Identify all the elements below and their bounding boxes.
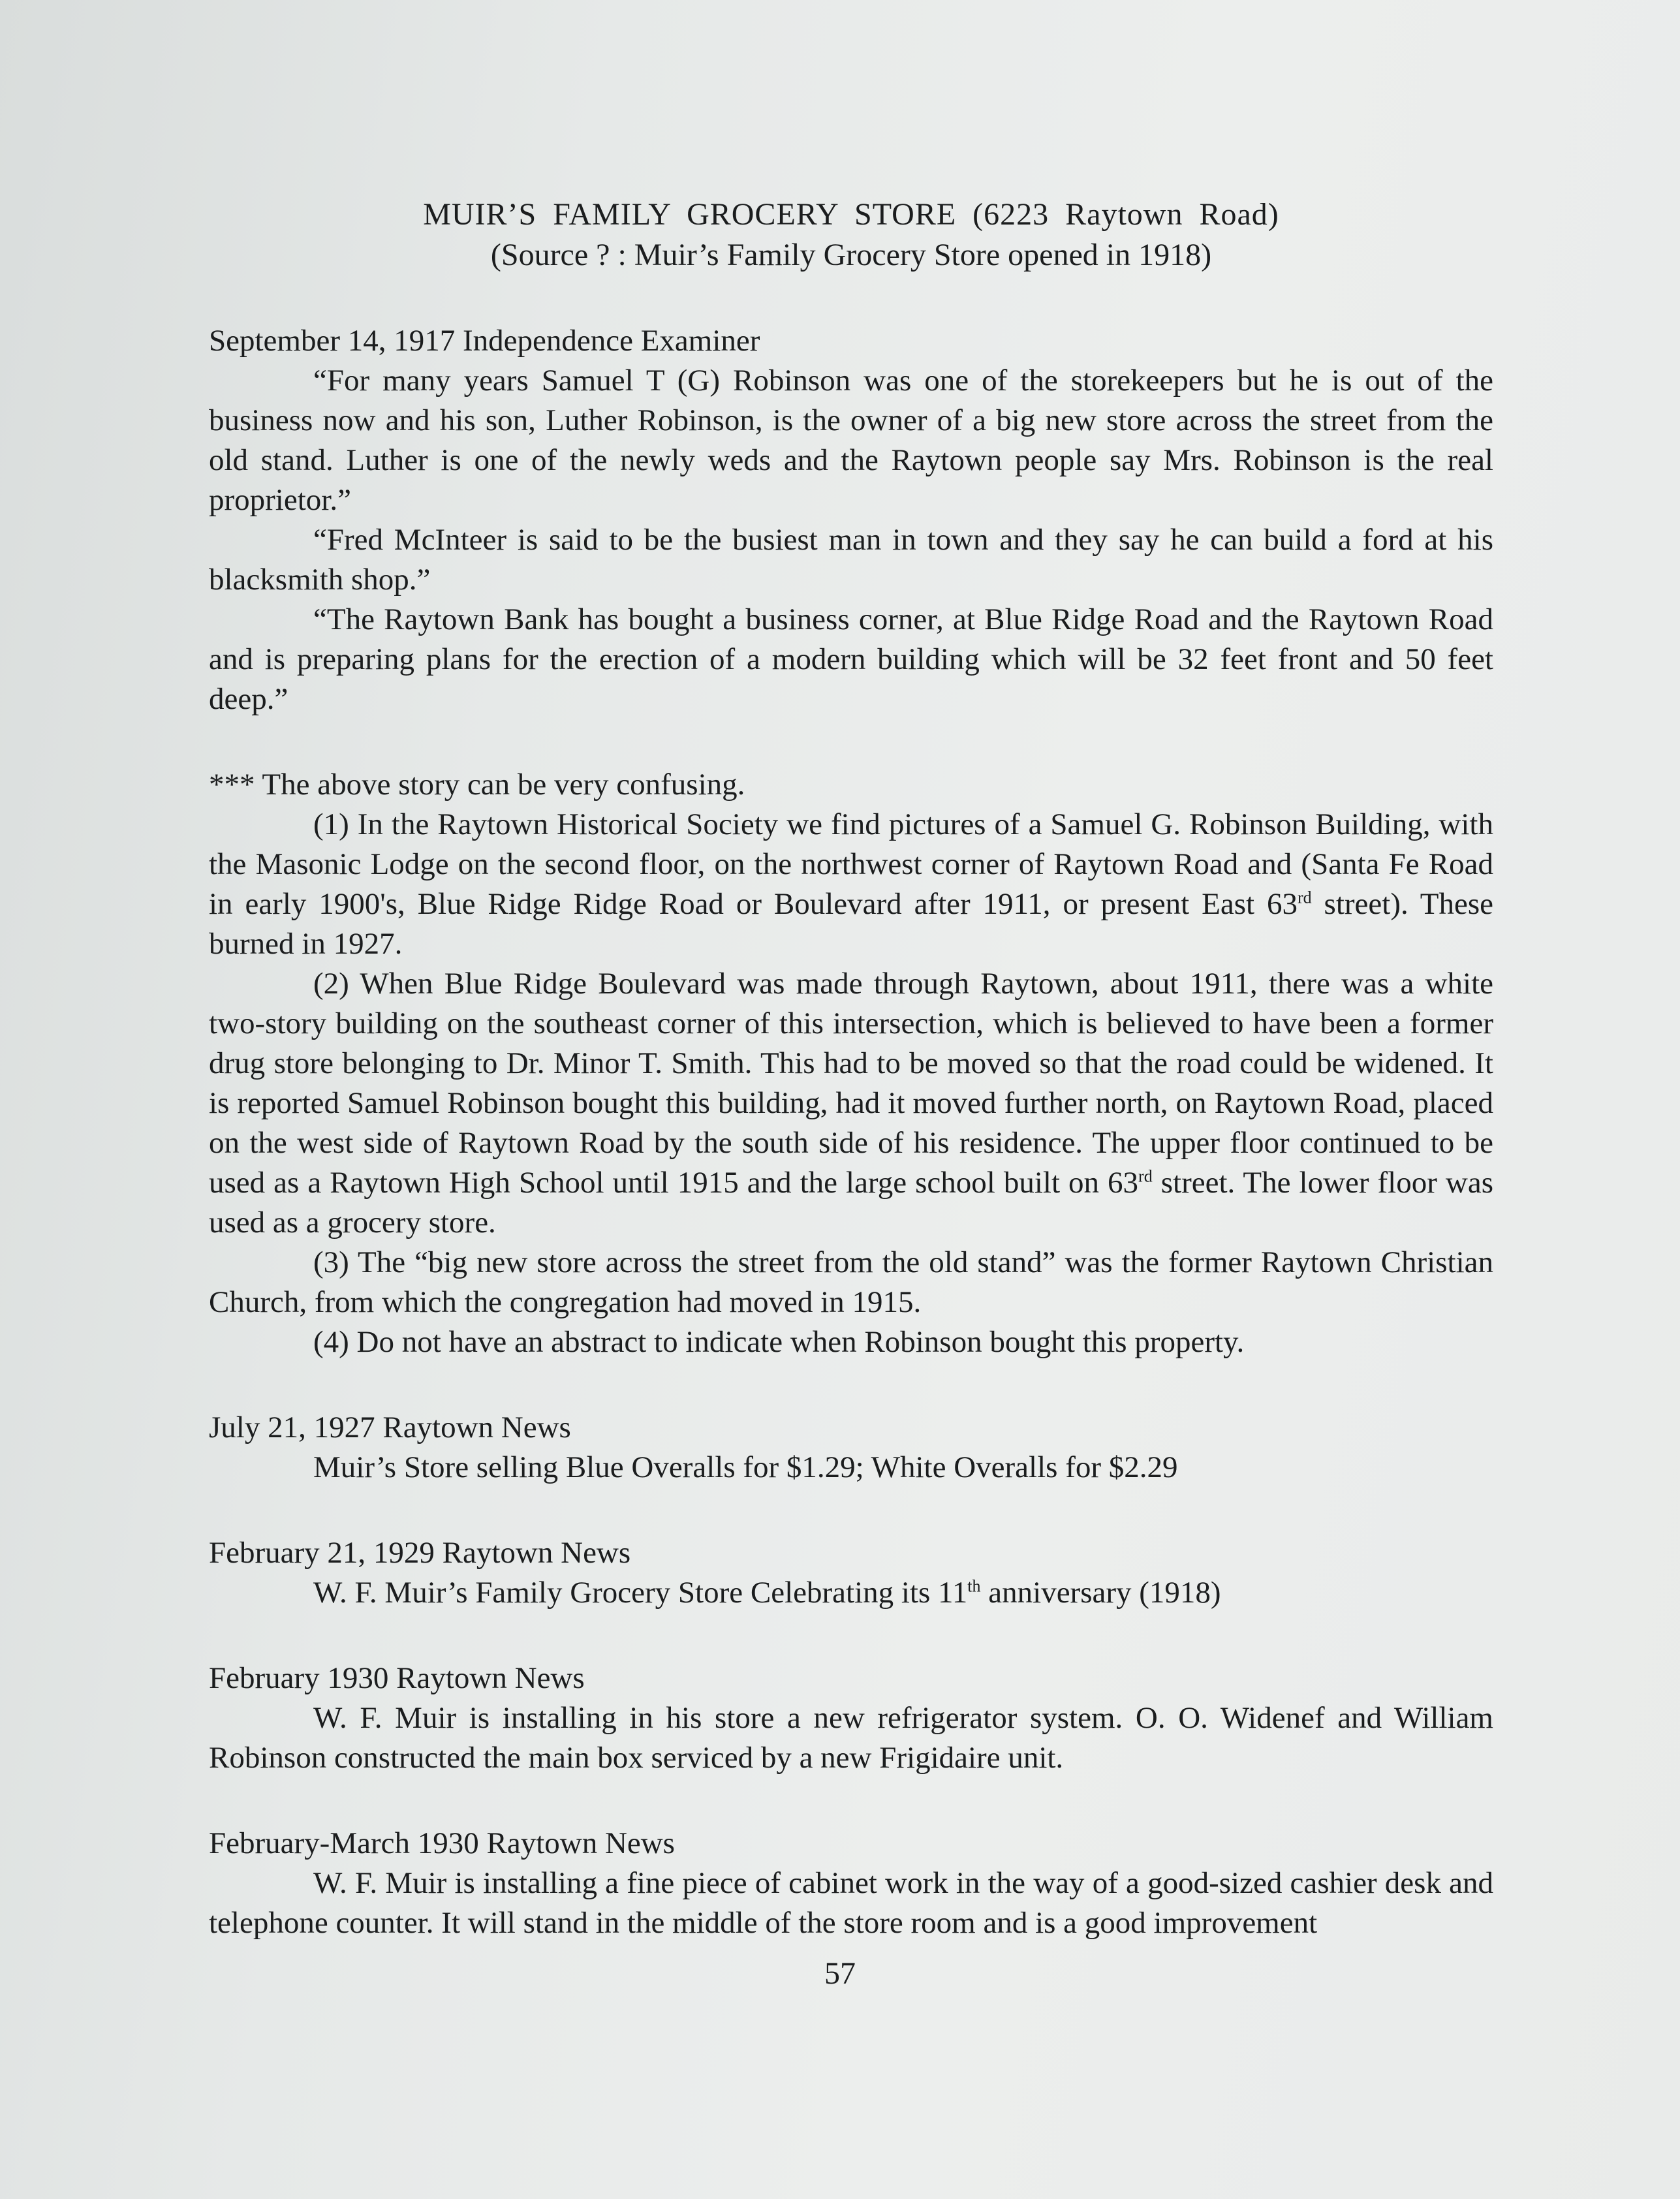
entry-1930-raytown-news — [209, 1659, 1493, 1778]
title-line-2: (Source ? : Muir’s Family Grocery Store opened in 1918) — [490, 238, 1212, 272]
entry-paragraph: Muir’s Store selling Blue Overalls for $1.29; White Overalls for $2.29 — [313, 1450, 1178, 1484]
entry-heading: February-March 1930 Raytown News — [209, 1826, 675, 1860]
page-title — [209, 195, 1493, 275]
entry-paragraph: W. F. Muir is installing a fine piece of cabinet work in the way of a good-sized cashier desk and telephone counter. It will stand in the middle of the store room and is a good improvement — [209, 1866, 1493, 1940]
entry-heading: September 14, 1917 Independence Examiner — [209, 324, 760, 358]
entry-heading: February 21, 1929 Raytown News — [209, 1536, 631, 1570]
entry-paragraph: “Fred McInteer is said to be the busiest man in town and they say he can build a ford at his blacksmith shop.” — [209, 523, 1493, 597]
entry-heading: July 21, 1927 Raytown News — [209, 1411, 571, 1444]
note-item-1: (1) In the Raytown Historical Society we find pictures of a Samuel G. Robinson Building, with the Masonic Lodge on the second floor, on the northwest corner of Raytown Road and (Santa Fe Road in early 1900's, Blue Ridge Ridge Road or Boulevard after 1911, or present East 63rd street). These burned in 1927. — [209, 807, 1493, 961]
entry-paragraph: W. F. Muir’s Family Grocery Store Celebrating its 11th anniversary (1918) — [313, 1576, 1221, 1610]
spacer — [209, 275, 1493, 321]
spacer — [209, 1488, 1493, 1533]
note-item-4: (4) Do not have an abstract to indicate when Robinson bought this property. — [313, 1325, 1245, 1359]
entry-paragraph: “For many years Samuel T (G) Robinson was one of the storekeepers but he is out of the business now and his son, Luther Robinson, is the owner of a big new store across the street from the old stand. Luther is one of the newly weds and the Raytown people say Mrs. Robinson is the real proprietor.” — [209, 364, 1493, 517]
note-heading: *** The above story can be very confusing. — [209, 768, 745, 802]
note-item-2: (2) When Blue Ridge Boulevard was made through Raytown, about 1911, there was a white two-story building on the southeast corner of this intersection, which is believed to have been a former drug store belonging to Dr. Minor T. Smith. This had to be moved so that the road could be widened. It is reported Samuel Robinson bought this building, had it moved further north, on Raytown Road, placed on the west side of Raytown Road by the south side of his residence. The upper floor continued to be used as a Raytown High School until 1915 and the large school built on 63rd street. The lower floor was used as a grocery store. — [209, 967, 1494, 1240]
confusion-note — [209, 765, 1493, 1362]
entry-1929-raytown-news — [209, 1533, 1493, 1613]
page-content — [209, 195, 1493, 1943]
spacer — [209, 1613, 1493, 1659]
entry-paragraph: W. F. Muir is installing in his store a new refrigerator system. O. O. Widenef and William Robinson constructed the main box serviced by a new Frigidaire unit. — [209, 1701, 1493, 1775]
entry-paragraph: “The Raytown Bank has bought a business corner, at Blue Ridge Road and the Raytown Road and is preparing plans for the erection of a modern building which will be 32 feet front and 50 feet deep.” — [209, 602, 1493, 716]
spacer — [209, 1362, 1493, 1408]
title-line-1: MUIR’S FAMILY GROCERY STORE (6223 Raytown Road) — [423, 197, 1279, 232]
spacer — [209, 1778, 1493, 1824]
spacer — [209, 719, 1493, 765]
entry-1930-feb-march-raytown-news — [209, 1824, 1493, 1943]
entry-heading: February 1930 Raytown News — [209, 1661, 585, 1695]
entry-1927-raytown-news — [209, 1408, 1493, 1488]
entry-1917-examiner — [209, 321, 1493, 719]
note-item-3: (3) The “big new store across the street from the old stand” was the former Raytown Christian Church, from which the congregation had moved in 1915. — [209, 1245, 1493, 1319]
page-number: 57 — [824, 1956, 856, 1991]
